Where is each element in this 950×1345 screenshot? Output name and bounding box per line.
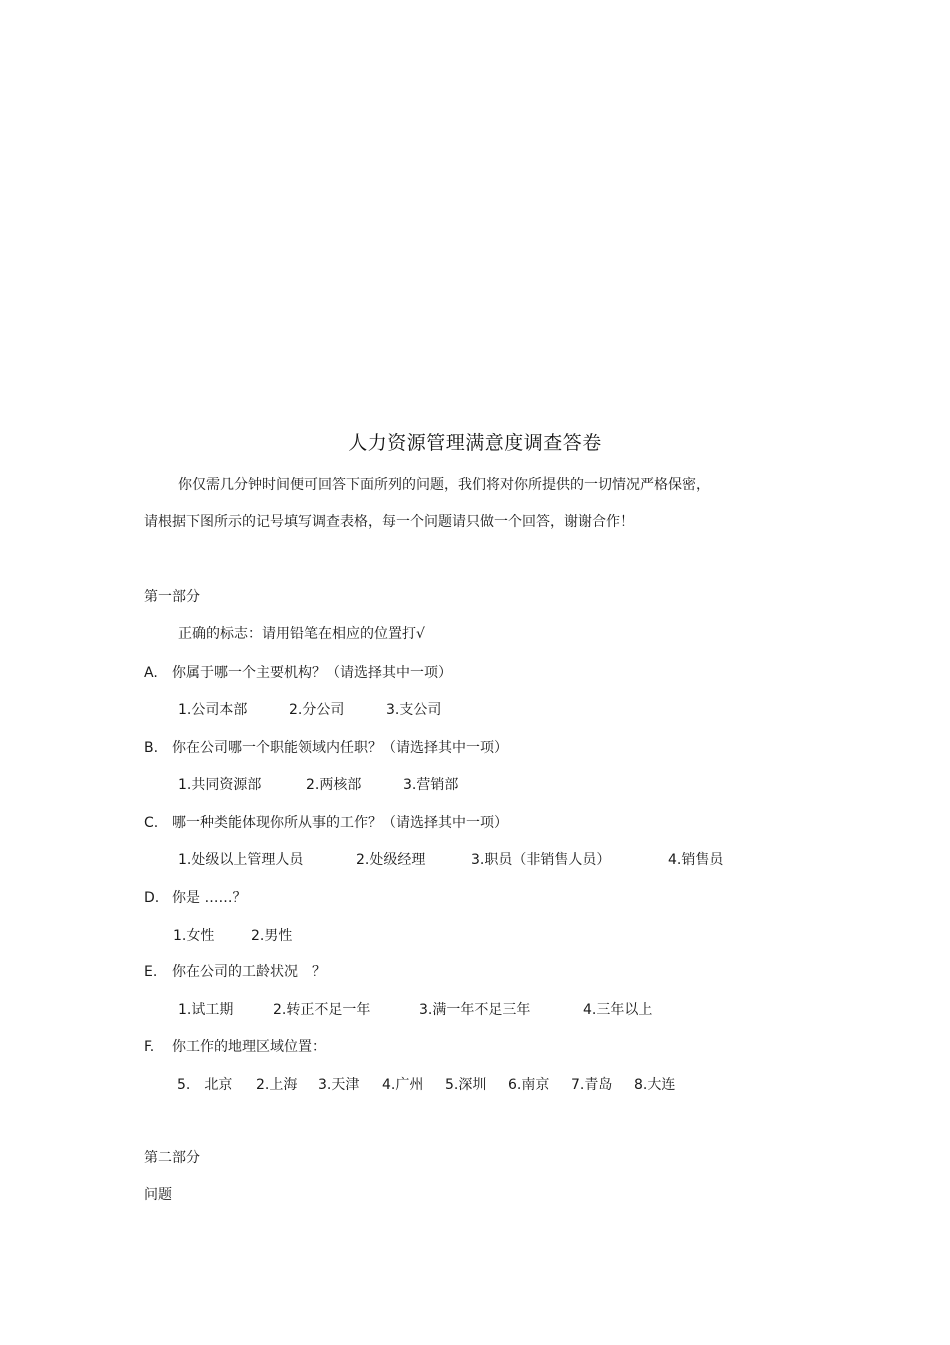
- option-f-6[interactable]: 6.南京: [508, 1077, 550, 1093]
- option-f-3[interactable]: 3.天津: [318, 1077, 360, 1093]
- question-c: [144, 814, 508, 832]
- option-e-3[interactable]: 3.满一年不足三年: [419, 1002, 531, 1018]
- question-letter: B.: [144, 740, 159, 756]
- question-text: 你是 ……？: [172, 890, 247, 906]
- option-e-1[interactable]: 1.试工期: [178, 1002, 234, 1018]
- option-b-1[interactable]: 1.共同资源部: [178, 777, 262, 793]
- question-e: [144, 963, 326, 981]
- option-f-8[interactable]: 8.大连: [634, 1077, 676, 1093]
- question-d: [144, 889, 246, 907]
- question-a: [144, 664, 452, 682]
- option-b-3[interactable]: 3.营销部: [403, 777, 459, 793]
- question-text: 你在公司哪一个职能领域内任职？（请选择其中一项）: [172, 740, 508, 756]
- option-b-2[interactable]: 2.两核部: [306, 777, 362, 793]
- option-d-2[interactable]: 2.男性: [251, 928, 293, 944]
- option-e-4[interactable]: 4.三年以上: [583, 1002, 653, 1018]
- part2-subheading: 问题: [144, 1187, 172, 1203]
- option-f-2[interactable]: 2.上海: [256, 1077, 298, 1093]
- option-f-1[interactable]: 5. 北京: [177, 1077, 233, 1093]
- option-e-2[interactable]: 2.转正不足一年: [273, 1002, 371, 1018]
- question-text: 你工作的地理区域位置：: [172, 1039, 326, 1055]
- question-letter: F.: [144, 1039, 155, 1055]
- option-f-7[interactable]: 7.青岛: [571, 1077, 613, 1093]
- option-a-1[interactable]: 1.公司本部: [178, 702, 248, 718]
- option-f-5[interactable]: 5.深圳: [445, 1077, 487, 1093]
- option-f-4[interactable]: 4.广州: [382, 1077, 424, 1093]
- option-c-1[interactable]: 1.处级以上管理人员: [178, 852, 304, 868]
- option-c-4[interactable]: 4.销售员: [668, 852, 724, 868]
- question-letter: C.: [144, 815, 159, 831]
- question-letter: E.: [144, 964, 158, 980]
- page-title: 人力资源管理满意度调查答卷: [348, 432, 602, 454]
- intro-line-1: 你仅需几分钟时间便可回答下面所列的问题，我们将对你所提供的一切情况严格保密，: [178, 477, 710, 493]
- intro-line-2: 请根据下图所示的记号填写调查表格，每一个问题请只做一个回答，谢谢合作！: [144, 514, 634, 530]
- question-f: [144, 1038, 326, 1056]
- question-text: 哪一种类能体现你所从事的工作？（请选择其中一项）: [172, 815, 508, 831]
- question-b: [144, 739, 508, 757]
- option-a-3[interactable]: 3.支公司: [386, 702, 442, 718]
- part1-instruction: 正确的标志：请用铅笔在相应的位置打√: [178, 626, 425, 642]
- option-a-2[interactable]: 2.分公司: [289, 702, 345, 718]
- option-c-3[interactable]: 3.职员（非销售人员）: [471, 852, 611, 868]
- question-letter: D.: [144, 890, 160, 906]
- option-d-1[interactable]: 1.女性: [173, 928, 215, 944]
- question-text: 你属于哪一个主要机构？（请选择其中一项）: [172, 665, 452, 681]
- question-text: 你在公司的工龄状况 ？: [172, 964, 326, 980]
- option-c-2[interactable]: 2.处级经理: [356, 852, 426, 868]
- question-letter: A.: [144, 665, 158, 681]
- part2-heading: 第二部分: [144, 1150, 200, 1166]
- part1-heading: 第一部分: [144, 589, 200, 605]
